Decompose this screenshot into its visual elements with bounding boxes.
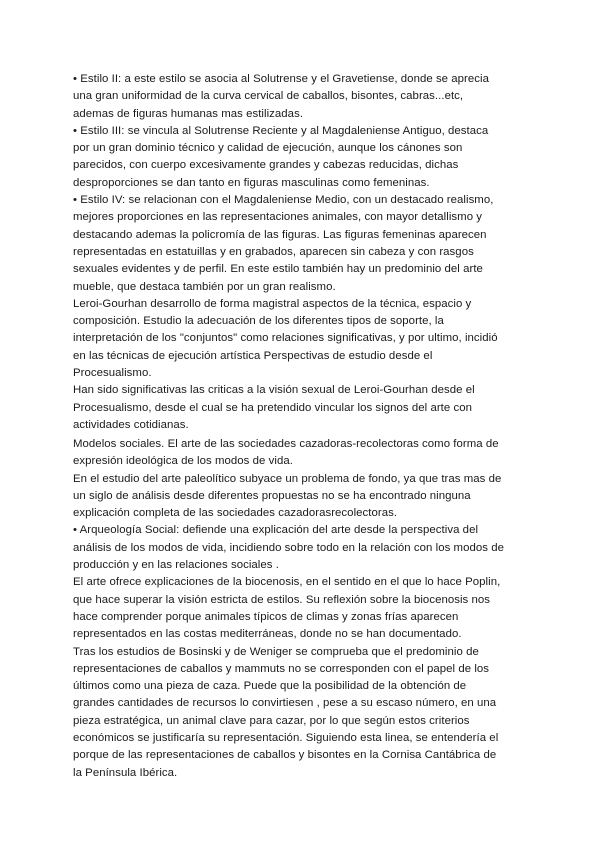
text-line: pieza estratégica, un animal clave para cazar, por lo que según estos criterios bbox=[73, 714, 470, 727]
text-line: grandes cantidades de recursos lo convirtiesen , pese a su escaso número, en una bbox=[73, 697, 497, 710]
text-line: explicación completa de las sociedades cazadorasrecolectoras. bbox=[73, 507, 398, 520]
text-line: una gran uniformidad de la curva cervical de caballos, bisontes, cabras...etc, bbox=[73, 90, 464, 103]
text-line: Han sido significativas las criticas a la visión sexual de Leroi-Gourhan desde el bbox=[73, 384, 475, 397]
text-line: interpretación de los "conjuntos" como relaciones significativas, y por ultimo, incidió bbox=[73, 332, 498, 345]
text-line: ademas de figuras humanas mas estilizadas. bbox=[73, 107, 304, 120]
text-line: representadas en estatuillas y en grabados, aparecen sin cabeza y con rasgos bbox=[73, 245, 474, 258]
text-line: composición. Estudio la adecuación de los diferentes tipos de soporte, la bbox=[73, 315, 444, 328]
text-section-social-models bbox=[73, 436, 543, 782]
text-line: actividades cotidianas. bbox=[73, 418, 189, 431]
text-line: Modelos sociales. El arte de las sociedades cazadoras-recolectoras como forma de bbox=[73, 438, 499, 450]
text-line: mejores proporciones en las representaciones animales, con mayor detallismo y bbox=[73, 211, 483, 224]
text-line: por un gran dominio técnico y calidad de ejecución, aunque los cánones son bbox=[73, 142, 463, 155]
text-line: destacando ademas la policromía de las figuras. Las figuras femeninas aparecen bbox=[73, 228, 487, 241]
text-line: producción y en las relaciones sociales . bbox=[73, 559, 279, 572]
text-line: desproporciones se dan tanto en figuras masculinas como femeninas. bbox=[73, 176, 430, 189]
text-line: • Estilo II: a este estilo se asocia al Solutrense y el Gravetiense, donde se aprecia bbox=[73, 73, 489, 85]
text-line: últimos como una pieza de caza. Puede que la posibilidad de la obtención de bbox=[73, 680, 467, 693]
text-line: • Arqueología Social: defiende una explicación del arte desde la perspectiva del bbox=[73, 524, 479, 537]
text-line: Tras los estudios de Bosinski y de Weniger se comprueba que el predominio de bbox=[73, 645, 479, 658]
text-line: mueble, que destaca también por un gran realismo. bbox=[73, 280, 336, 293]
text-line: • Estilo III: se vincula al Solutrense Reciente y al Magdaleniense Antiguo, destaca bbox=[73, 124, 489, 137]
text-line: un siglo de análisis desde diferentes propuestas no se ha encontrado ninguna bbox=[73, 489, 471, 502]
text-line: El arte ofrece explicaciones de la biocenosis, en el sentido en el que lo hace Poplin, bbox=[73, 576, 501, 589]
text-line: Procesualismo. bbox=[73, 367, 152, 380]
text-section-styles bbox=[73, 71, 543, 434]
text-line: que hace superar la visión estricta de estilos. Su reflexión sobre la biocenosis nos bbox=[73, 593, 491, 606]
text-line: representados en las costas mediterráneas, donde no se han documentado. bbox=[73, 628, 462, 641]
text-line: En el estudio del arte paleolítico subyace un problema de fondo, ya que tras mas de bbox=[73, 472, 502, 485]
text-line: expresión ideológica de los modos de vida. bbox=[73, 455, 293, 468]
text-line: porque de las representaciones de caballos y bisontes en la Cornisa Cantábrica de bbox=[73, 749, 497, 762]
text-line: en las técnicas de ejecución artística Perspectivas de estudio desde el bbox=[73, 349, 433, 362]
text-line: económicos se justificaría su representación. Siguiendo esta linea, se entendería el bbox=[73, 732, 499, 745]
text-line: parecidos, con cuerpo excesivamente grandes y cabezas reducidas, dichas bbox=[73, 159, 459, 172]
text-line: • Estilo IV: se relacionan con el Magdaleniense Medio, con un destacado realismo, bbox=[73, 194, 494, 207]
text-line: Procesualismo, desde el cual se ha pretendido vincular los signos del arte con bbox=[73, 401, 473, 414]
text-line: sexuales evidentes y de perfil. En este estilo también hay un predominio del arte bbox=[73, 263, 483, 276]
text-line: análisis de los modos de vida, incidiendo sobre todo en la relación con los modos de bbox=[73, 541, 504, 554]
text-line: representaciones de caballos y mammuts no se corresponden con el papel de los bbox=[73, 662, 490, 675]
text-line: Leroi-Gourhan desarrollo de forma magistral aspectos de la técnica, espacio y bbox=[73, 297, 472, 310]
text-line: hace comprender porque animales típicos de climas y zonas frías aparecen bbox=[73, 610, 459, 623]
text-line: la Península Ibérica. bbox=[73, 766, 178, 779]
